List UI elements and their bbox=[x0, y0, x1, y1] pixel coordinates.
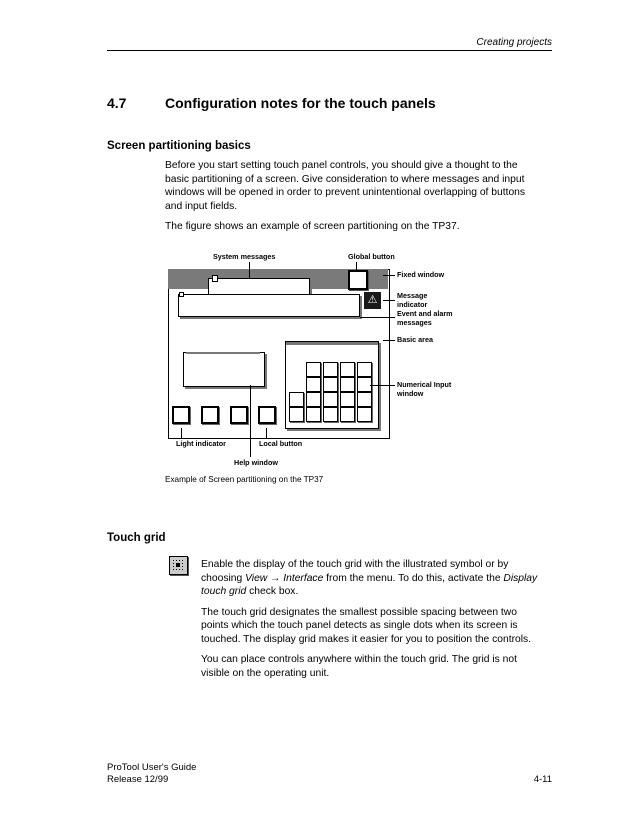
message-indicator-icon: ⚠ bbox=[364, 292, 381, 309]
section-heading-touch-grid: Touch grid bbox=[107, 532, 166, 544]
p1-text-c: check box. bbox=[246, 586, 299, 597]
help-window bbox=[183, 352, 265, 387]
keypad-key bbox=[357, 392, 372, 407]
numeric-window-titlebar bbox=[286, 342, 378, 345]
keypad-key bbox=[340, 362, 355, 377]
leader-basic-area bbox=[383, 340, 395, 341]
section2-paragraph-2: The touch grid designates the smallest possible spacing between two points which the touch panel detects as single dots when its screen is touched. The display grid makes it easier for you to position the controls. bbox=[201, 606, 532, 645]
leader-numerical bbox=[370, 385, 395, 386]
keypad-key bbox=[323, 392, 338, 407]
light-indicator-3 bbox=[230, 406, 248, 424]
alarm-window-handle bbox=[179, 292, 184, 297]
chapter-title: Configuration notes for the touch panels bbox=[165, 95, 436, 111]
section2-body bbox=[201, 558, 546, 687]
light-indicator-2 bbox=[201, 406, 219, 424]
header-rule bbox=[107, 50, 552, 51]
help-window-titlebar bbox=[186, 352, 260, 354]
label-local-button: Local button bbox=[259, 439, 303, 448]
section1-paragraph-1: Before you start setting touch panel controls, you should give a thought to the basic partitioning of a screen. Give consideration to where messages and input windows will be opened in order to prevent unintentional overlapping of buttons and input fields. bbox=[165, 160, 526, 212]
p1-text-b: from the menu. To do this, activate the bbox=[323, 572, 504, 584]
chapter-number: 4.7 bbox=[107, 95, 127, 111]
leader-fixed-window bbox=[383, 275, 395, 276]
section-heading-screen-partitioning: Screen partitioning basics bbox=[107, 140, 251, 152]
checkbox-option-name: Display touch grid bbox=[201, 572, 538, 597]
section2-paragraph-3: You can place controls anywhere within the touch grid. The grid is not visible on the operating unit. bbox=[201, 654, 517, 679]
label-fixed-window: Fixed window bbox=[397, 270, 445, 279]
section1-paragraph-2: The figure shows an example of screen partitioning on the TP37. bbox=[165, 221, 460, 232]
keypad-key bbox=[340, 377, 355, 392]
keypad-key bbox=[289, 392, 304, 407]
keypad-key bbox=[289, 407, 304, 422]
keypad-key bbox=[340, 392, 355, 407]
local-button bbox=[258, 406, 276, 424]
keypad-key bbox=[306, 407, 321, 422]
label-message-indicator: Message indicator bbox=[397, 291, 428, 309]
touch-grid-glyph-icon bbox=[170, 557, 187, 574]
leader-help-window bbox=[250, 385, 251, 457]
label-light-indicator: Light indicator bbox=[176, 439, 226, 448]
label-system-messages: System messages bbox=[213, 252, 276, 261]
running-header: Creating projects bbox=[476, 37, 552, 48]
keypad-key bbox=[306, 377, 321, 392]
light-indicator-1 bbox=[172, 406, 190, 424]
keypad-key bbox=[306, 392, 321, 407]
label-help-window: Help window bbox=[234, 458, 278, 467]
global-button bbox=[348, 270, 368, 290]
leader-global-button bbox=[356, 262, 357, 270]
touch-grid-icon bbox=[169, 556, 188, 575]
leader-event-alarm bbox=[360, 317, 395, 318]
menu-path: View → Interface bbox=[245, 572, 324, 584]
footer-release: Release 12/99 bbox=[107, 774, 169, 785]
keypad-key bbox=[323, 362, 338, 377]
label-basic-area: Basic area bbox=[397, 335, 433, 344]
keypad-key bbox=[357, 407, 372, 422]
figure-caption: Example of Screen partitioning on the TP37 bbox=[165, 475, 324, 484]
footer-guide-title: ProTool User's Guide bbox=[107, 762, 197, 773]
keypad-key bbox=[323, 377, 338, 392]
label-global-button: Global button bbox=[348, 252, 395, 261]
leader-local-button bbox=[266, 428, 267, 438]
p1-text-a: Enable the display of the touch grid with the illustrated symbol or by choosing bbox=[201, 559, 509, 584]
section1-body bbox=[165, 159, 540, 241]
keypad-key bbox=[323, 407, 338, 422]
keypad-key bbox=[306, 362, 321, 377]
label-numerical-input: Numerical Input window bbox=[397, 380, 452, 398]
label-event-alarm: Event and alarm messages bbox=[397, 309, 453, 327]
alarm-message-window bbox=[178, 294, 360, 317]
leader-light-indicator bbox=[181, 428, 182, 438]
keypad-key bbox=[357, 362, 372, 377]
system-message-handle bbox=[212, 275, 218, 282]
footer-left bbox=[107, 762, 196, 786]
section2-paragraph-1 bbox=[201, 558, 546, 599]
leader-message-indicator bbox=[383, 300, 395, 301]
keypad-key bbox=[340, 407, 355, 422]
leader-system-messages bbox=[249, 262, 250, 278]
page-number: 4-11 bbox=[533, 774, 552, 785]
